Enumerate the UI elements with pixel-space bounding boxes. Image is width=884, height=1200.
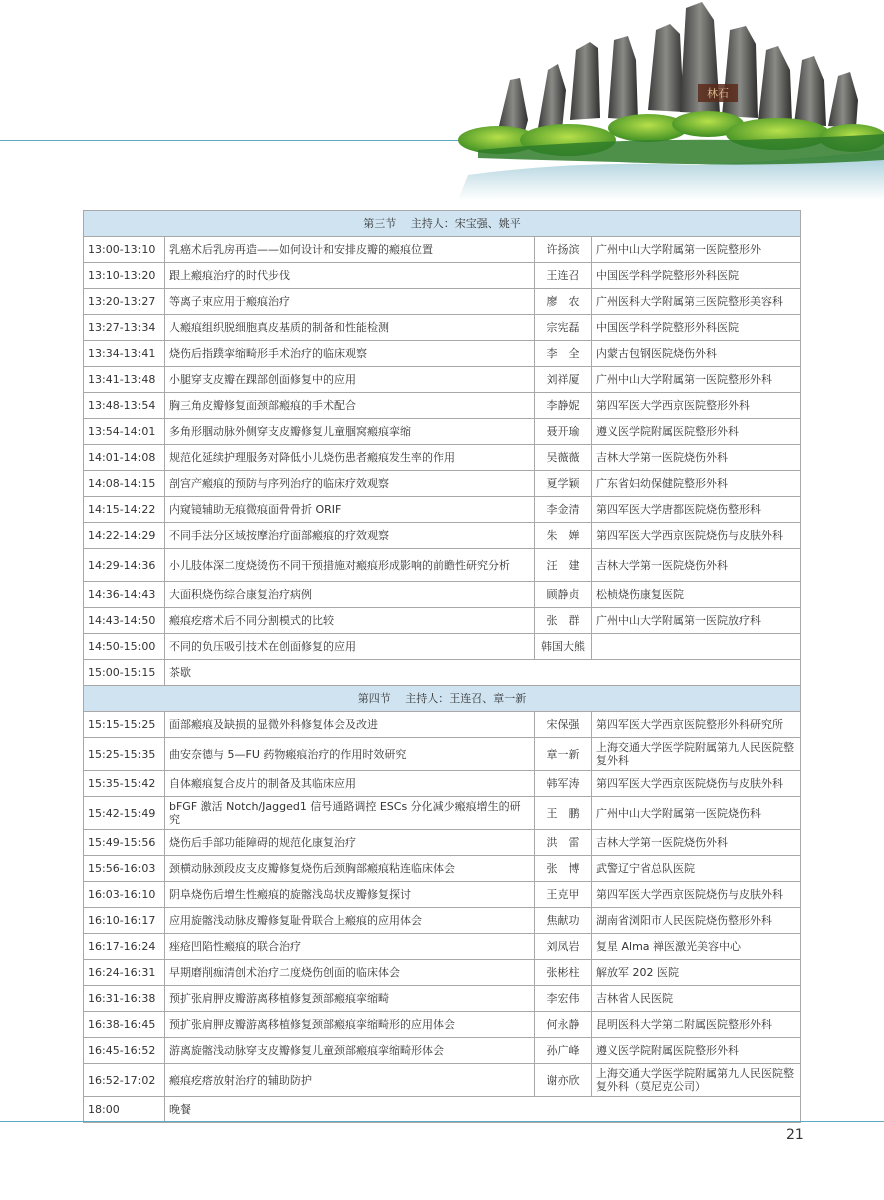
speaker-cell: 章一新 [535, 738, 592, 771]
time-cell: 14:15-14:22 [84, 497, 165, 523]
topic-cell: 应用旋髂浅动脉皮瓣修复耻骨联合上瘢痕的应用体会 [165, 908, 535, 934]
organization-cell: 复星 Alma 禅医激光美容中心 [592, 934, 801, 960]
organization-cell: 武警辽宁省总队医院 [592, 856, 801, 882]
organization-cell: 上海交通大学医学院附属第九人民医院整复外科（莫尼克公司） [592, 1064, 801, 1097]
table-row [84, 712, 801, 738]
time-cell: 16:17-16:24 [84, 934, 165, 960]
topic-cell: 规范化延续护理服务对降低小儿烧伤患者瘢痕发生率的作用 [165, 445, 535, 471]
topic-cell: 人瘢痕组织脱细胞真皮基质的制备和性能检测 [165, 315, 535, 341]
table-row [84, 315, 801, 341]
table-row [84, 419, 801, 445]
topic-cell: bFGF 激活 Notch/Jagged1 信号通路调控 ESCs 分化减少瘢痕增生的研究 [165, 797, 535, 830]
time-cell: 14:43-14:50 [84, 608, 165, 634]
topic-cell: 游离旋髂浅动脉穿支皮瓣修复儿童颈部瘢痕挛缩畸形体会 [165, 1038, 535, 1064]
topic-cell: 茶歇 [165, 660, 801, 686]
organization-cell: 内蒙古包钢医院烧伤外科 [592, 341, 801, 367]
topic-cell: 烧伤后手部功能障碍的规范化康复治疗 [165, 830, 535, 856]
topic-cell: 瘢痕疙瘩术后不同分割模式的比较 [165, 608, 535, 634]
organization-cell: 广州中山大学附属第一医院整形外 [592, 237, 801, 263]
topic-cell: 乳癌术后乳房再造——如何设计和安排皮瓣的瘢痕位置 [165, 237, 535, 263]
topic-cell: 小腿穿支皮瓣在踝部创面修复中的应用 [165, 367, 535, 393]
topic-cell: 剖宫产瘢痕的预防与序列治疗的临床疗效观察 [165, 471, 535, 497]
table-row [84, 237, 801, 263]
time-cell: 15:25-15:35 [84, 738, 165, 771]
time-cell: 15:42-15:49 [84, 797, 165, 830]
speaker-cell: 吴薇薇 [535, 445, 592, 471]
table-row [84, 341, 801, 367]
page-number: 21 [786, 1127, 804, 1143]
speaker-cell: 张 博 [535, 856, 592, 882]
topic-cell: 预扩张肩胛皮瓣游离移植修复颈部瘢痕挛缩畸形的应用体会 [165, 1012, 535, 1038]
table-row [84, 582, 801, 608]
topic-cell: 阴阜烧伤后增生性瘢痕的旋髂浅岛状皮瓣修复探讨 [165, 882, 535, 908]
speaker-cell: 朱 婵 [535, 523, 592, 549]
schedule-table [83, 210, 801, 1123]
time-cell: 13:41-13:48 [84, 367, 165, 393]
organization-cell: 吉林大学第一医院烧伤外科 [592, 549, 801, 582]
organization-cell: 昆明医科大学第二附属医院整形外科 [592, 1012, 801, 1038]
speaker-cell: 汪 建 [535, 549, 592, 582]
time-cell: 15:49-15:56 [84, 830, 165, 856]
speaker-cell: 刘凤岩 [535, 934, 592, 960]
speaker-cell: 韩军涛 [535, 771, 592, 797]
time-cell: 14:22-14:29 [84, 523, 165, 549]
time-cell: 14:36-14:43 [84, 582, 165, 608]
stone-forest-illustration [458, 0, 884, 200]
organization-cell: 广东省妇幼保健院整形外科 [592, 471, 801, 497]
time-cell: 13:54-14:01 [84, 419, 165, 445]
table-row [84, 1012, 801, 1038]
speaker-cell: 李金清 [535, 497, 592, 523]
speaker-cell: 王克甲 [535, 882, 592, 908]
speaker-cell: 李静妮 [535, 393, 592, 419]
time-cell: 16:45-16:52 [84, 1038, 165, 1064]
time-cell: 13:27-13:34 [84, 315, 165, 341]
topic-cell: 自体瘢痕复合皮片的制备及其临床应用 [165, 771, 535, 797]
speaker-cell: 李宏伟 [535, 986, 592, 1012]
speaker-cell: 韩国大熊 [535, 634, 592, 660]
table-row [84, 797, 801, 830]
table-row [84, 960, 801, 986]
table-row [84, 908, 801, 934]
time-cell: 15:00-15:15 [84, 660, 165, 686]
table-row [84, 549, 801, 582]
organization-cell: 广州中山大学附属第一医院烧伤科 [592, 797, 801, 830]
time-cell: 14:08-14:15 [84, 471, 165, 497]
table-row [84, 608, 801, 634]
table-row [84, 445, 801, 471]
topic-cell: 胸三角皮瓣修复面颈部瘢痕的手术配合 [165, 393, 535, 419]
topic-cell: 不同手法分区域按摩治疗面部瘢痕的疗效观察 [165, 523, 535, 549]
topic-cell: 颈横动脉颈段皮支皮瓣修复烧伤后颈胸部瘢痕粘连临床体会 [165, 856, 535, 882]
time-cell: 14:29-14:36 [84, 549, 165, 582]
organization-cell: 松桢烧伤康复医院 [592, 582, 801, 608]
table-row [84, 1097, 801, 1123]
speaker-cell: 王 鹏 [535, 797, 592, 830]
speaker-cell: 顾静贞 [535, 582, 592, 608]
time-cell: 14:50-15:00 [84, 634, 165, 660]
speaker-cell: 何永静 [535, 1012, 592, 1038]
speaker-cell: 刘祥厦 [535, 367, 592, 393]
organization-cell: 第四军医大学西京医院烧伤与皮肤外科 [592, 523, 801, 549]
table-row [84, 634, 801, 660]
organization-cell: 广州中山大学附属第一医院放疗科 [592, 608, 801, 634]
organization-cell: 第四军医大学西京医院烧伤与皮肤外科 [592, 882, 801, 908]
table-row [84, 934, 801, 960]
time-cell: 13:48-13:54 [84, 393, 165, 419]
organization-cell: 第四军医大学西京医院整形外科研究所 [592, 712, 801, 738]
organization-cell: 第四军医大学西京医院整形外科 [592, 393, 801, 419]
topic-cell: 多角形腘动脉外侧穿支皮瓣修复儿童腘窝瘢痕挛缩 [165, 419, 535, 445]
time-cell: 14:01-14:08 [84, 445, 165, 471]
time-cell: 16:52-17:02 [84, 1064, 165, 1097]
organization-cell: 第四军医大学西京医院烧伤与皮肤外科 [592, 771, 801, 797]
organization-cell: 吉林大学第一医院烧伤外科 [592, 830, 801, 856]
table-row [84, 882, 801, 908]
top-decorative-line [0, 140, 520, 141]
table-row [84, 1064, 801, 1097]
topic-cell: 曲安奈德与 5—FU 药物瘢痕治疗的作用时效研究 [165, 738, 535, 771]
topic-cell: 面部瘢痕及缺损的显微外科修复体会及改进 [165, 712, 535, 738]
speaker-cell: 洪 雷 [535, 830, 592, 856]
table-row [84, 986, 801, 1012]
bottom-decorative-line [0, 1121, 884, 1122]
table-row [84, 367, 801, 393]
session-header-row [84, 211, 801, 237]
organization-cell: 湖南省浏阳市人民医院烧伤整形外科 [592, 908, 801, 934]
table-row [84, 771, 801, 797]
topic-cell: 瘢痕疙瘩放射治疗的辅助防护 [165, 1064, 535, 1097]
time-cell: 16:24-16:31 [84, 960, 165, 986]
table-row [84, 660, 801, 686]
table-row [84, 1038, 801, 1064]
time-cell: 13:34-13:41 [84, 341, 165, 367]
speaker-cell: 谢亦欣 [535, 1064, 592, 1097]
time-cell: 13:20-13:27 [84, 289, 165, 315]
topic-cell: 不同的负压吸引技术在创面修复的应用 [165, 634, 535, 660]
time-cell: 15:35-15:42 [84, 771, 165, 797]
organization-cell: 中国医学科学院整形外科医院 [592, 263, 801, 289]
topic-cell: 痤疮凹陷性瘢痕的联合治疗 [165, 934, 535, 960]
speaker-cell: 聂开瑜 [535, 419, 592, 445]
session-header: 第三节 主持人：宋宝强、姚平 [84, 211, 801, 237]
time-cell: 13:00-13:10 [84, 237, 165, 263]
speaker-cell: 李 全 [535, 341, 592, 367]
organization-cell: 第四军医大学唐都医院烧伤整形科 [592, 497, 801, 523]
speaker-cell: 宗宪磊 [535, 315, 592, 341]
organization-cell: 广州医科大学附属第三医院整形美容科 [592, 289, 801, 315]
table-row [84, 263, 801, 289]
organization-cell [592, 634, 801, 660]
table-row [84, 497, 801, 523]
table-row [84, 393, 801, 419]
speaker-cell: 宋保强 [535, 712, 592, 738]
table-row [84, 738, 801, 771]
speaker-cell: 许扬滨 [535, 237, 592, 263]
table-row [84, 830, 801, 856]
time-cell: 16:10-16:17 [84, 908, 165, 934]
speaker-cell: 王连召 [535, 263, 592, 289]
topic-cell: 早期磨削痂清创术治疗二度烧伤创面的临床体会 [165, 960, 535, 986]
time-cell: 15:56-16:03 [84, 856, 165, 882]
organization-cell: 遵义医学院附属医院整形外科 [592, 419, 801, 445]
topic-cell: 晚餐 [165, 1097, 801, 1123]
table-row [84, 856, 801, 882]
organization-cell: 遵义医学院附属医院整形外科 [592, 1038, 801, 1064]
session-header-row [84, 686, 801, 712]
topic-cell: 跟上瘢痕治疗的时代步伐 [165, 263, 535, 289]
organization-cell: 吉林省人民医院 [592, 986, 801, 1012]
table-row [84, 471, 801, 497]
speaker-cell: 张 群 [535, 608, 592, 634]
scenery-sign-text: 林石 [707, 87, 729, 100]
topic-cell: 内窥镜辅助无痕微痕面骨骨折 ORIF [165, 497, 535, 523]
time-cell: 16:38-16:45 [84, 1012, 165, 1038]
organization-cell: 广州中山大学附属第一医院整形外科 [592, 367, 801, 393]
topic-cell: 大面积烧伤综合康复治疗病例 [165, 582, 535, 608]
time-cell: 15:15-15:25 [84, 712, 165, 738]
speaker-cell: 廖 农 [535, 289, 592, 315]
table-row [84, 289, 801, 315]
organization-cell: 中国医学科学院整形外科医院 [592, 315, 801, 341]
topic-cell: 预扩张肩胛皮瓣游离移植修复颈部瘢痕挛缩畸 [165, 986, 535, 1012]
time-cell: 16:03-16:10 [84, 882, 165, 908]
organization-cell: 解放军 202 医院 [592, 960, 801, 986]
time-cell: 16:31-16:38 [84, 986, 165, 1012]
topic-cell: 烧伤后指蹼挛缩畸形手术治疗的临床观察 [165, 341, 535, 367]
organization-cell: 上海交通大学医学院附属第九人民医院整复外科 [592, 738, 801, 771]
organization-cell: 吉林大学第一医院烧伤外科 [592, 445, 801, 471]
session-header: 第四节 主持人：王连召、章一新 [84, 686, 801, 712]
time-cell: 13:10-13:20 [84, 263, 165, 289]
table-row [84, 523, 801, 549]
speaker-cell: 夏学颖 [535, 471, 592, 497]
time-cell: 18:00 [84, 1097, 165, 1123]
topic-cell: 小儿肢体深二度烧烫伤不同干预措施对瘢痕形成影响的前瞻性研究分析 [165, 549, 535, 582]
topic-cell: 等离子束应用于瘢痕治疗 [165, 289, 535, 315]
speaker-cell: 孙广峰 [535, 1038, 592, 1064]
speaker-cell: 张彬柱 [535, 960, 592, 986]
speaker-cell: 焦献功 [535, 908, 592, 934]
